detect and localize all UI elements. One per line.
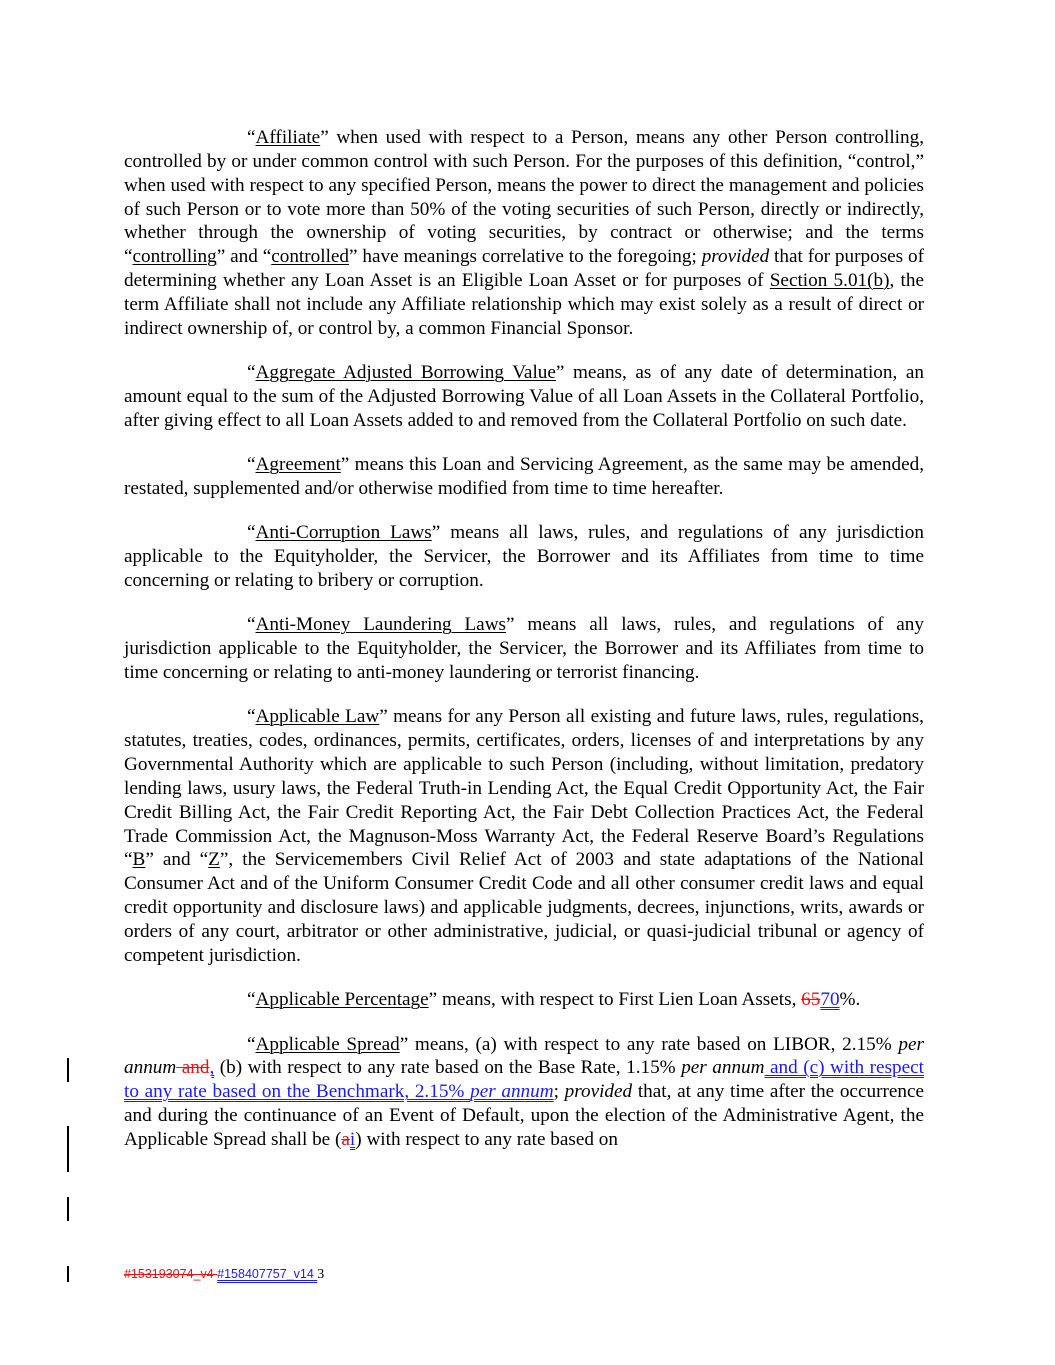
underlined-term: B (132, 849, 146, 871)
change-bar (67, 1126, 69, 1172)
document-page (124, 126, 924, 1172)
tracked-insertion: 70 (820, 989, 840, 1011)
defined-term: Applicable Percentage (255, 989, 429, 1011)
inserted-doc-id: #158407757_v14 (217, 1267, 318, 1281)
defined-term: Anti-Corruption Laws (255, 522, 432, 544)
page-footer (124, 1266, 324, 1283)
definition-text: ”, the Servicemembers Civil Relief Act of 2003 and state adaptations of the National Consumer Act and of the Uniform Consumer Credit Code and all other consumer credit laws and equal credit opportunity and disclosure laws) and applicable judgments, decrees, injunctions, writs, awards or orders of any court, arbitrator or other administrative, judicial, or quasi-judicial tribunal or agency of competent jurisdiction. (124, 849, 924, 966)
tracked-insertion: and (c) with respect to any rate based on the Benchmark, 2.15% (124, 1057, 924, 1103)
defined-term: Applicable Spread (255, 1033, 400, 1055)
section-reference: Section 5.01(b) (769, 270, 890, 292)
defined-term: Applicable Law (255, 706, 380, 728)
definition-text: ” means all laws, rules, and regulations of any jurisdiction applicable to the Equityholder, the Servicer, the Borrower and its Affiliates from time to time concerning or relating to anti-money laundering or terrorist financing. (124, 614, 924, 684)
underlined-term: controlled (271, 246, 350, 268)
definition-text: ” means all laws, rules, and regulations of any jurisdiction applicable to the Equityholder, the Servicer, the Borrower and its Affiliates from time to time concerning or relating to bribery or corruption. (124, 522, 924, 591)
open-quote: “ (247, 127, 256, 148)
definition-text: (b) with respect to any rate based on the Base Rate, 1.15% (214, 1057, 682, 1079)
underlined-term: controlling (132, 246, 217, 268)
definition-text: ; (553, 1081, 565, 1103)
tracked-insertion-italic: per annum (470, 1081, 554, 1103)
definition-anti-money-laundering-laws (124, 613, 924, 685)
definition-applicable-percentage (124, 988, 924, 1012)
definition-text: that for purposes of determining whether any Loan Asset is an Eligible Loan Asset or for purposes of (124, 246, 925, 292)
tracked-deletion: and (176, 1057, 210, 1079)
underlined-term: Z (208, 849, 220, 871)
definition-text: ) with respect to any rate based on (355, 1128, 618, 1150)
change-bar (67, 1058, 69, 1082)
italic-text: provided (701, 246, 770, 268)
tracked-insertion: i (349, 1128, 356, 1150)
definition-aggregate-adjusted-borrowing-value (124, 361, 924, 433)
deleted-doc-id: #153193074_v4 (124, 1267, 218, 1281)
definition-text: ” means for any Person all existing and future laws, rules, regulations, statutes, treaties, codes, ordinances, permits, certificates, orders, licenses of and interpretations by any Governmental Authority which are applicable to such Person (including, without limitation, predatory lending laws, usury laws, the Federal Truth-in Lending Act, the Equal Credit Opportunity Act, the Fair Credit Billing Act, the Fair Credit Reporting Act, the Fair Debt Collection Practices Act, the Federal Trade Commission Act, the Magnuson-Moss Warranty Act, the Federal Reserve Board’s Regulations “ (124, 706, 924, 871)
definition-text: that, at any time after the occurrence and during the continuance of an Event of Default, upon the election of the Administrative Agent, the Applicable Spread shall be ( (124, 1081, 924, 1150)
tracked-deletion: a (341, 1128, 350, 1150)
definition-text: ” means this Loan and Servicing Agreement, as the same may be amended, restated, supplemented and/or otherwise modified from time to time hereafter. (124, 454, 924, 499)
open-quote: “ (247, 614, 256, 636)
italic-text: per annum (124, 1033, 924, 1079)
open-quote: “ (247, 706, 256, 728)
page-number: 3 (317, 1267, 325, 1282)
definition-affiliate (124, 126, 924, 341)
open-quote: “ (247, 989, 256, 1011)
definition-text: , the term Affiliate shall not include any Affiliate relationship which may exist solely as a result of direct or indirect ownership of, or control by, a common Financial Sponsor. (124, 270, 924, 339)
tracked-deletion: 65 (801, 989, 821, 1011)
definition-agreement (124, 453, 924, 501)
definition-applicable-law (124, 705, 924, 967)
definition-text: ” and “ (145, 849, 209, 871)
open-quote: “ (247, 362, 256, 384)
change-bar (67, 1197, 69, 1221)
open-quote: “ (247, 522, 256, 544)
italic-text: provided (564, 1081, 633, 1103)
definition-text: %. (839, 989, 861, 1011)
definition-applicable-spread (124, 1033, 924, 1152)
defined-term: Agreement (255, 454, 341, 476)
definition-text: ” when used with respect to a Person, means any other Person controlling, controlled by or under common control with such Person. For the purposes of this definition, “control,” when used with respect to any specified Person, means the power to direct the management and policies of such Person or to vote more than 50% of the voting securities of such Person, directly or indirectly, whether through the ownership of voting securities, by contract or otherwise; and the terms “ (124, 127, 924, 268)
change-bar (67, 1266, 69, 1282)
definition-text: ” have meanings correlative to the foregoing; (349, 246, 702, 268)
defined-term: Affiliate (255, 127, 321, 148)
open-quote: “ (247, 454, 256, 476)
definition-text: ” means, as of any date of determination, an amount equal to the sum of the Adjusted Borrowing Value of all Loan Assets in the Collateral Portfolio, after giving effect to all Loan Assets added to and removed from the Collateral Portfolio on such date. (124, 362, 924, 431)
definition-text: ” means, with respect to First Lien Loan Assets, (428, 989, 802, 1011)
definition-text: ” and “ (216, 246, 272, 268)
italic-text: per annum (681, 1057, 765, 1079)
open-quote: “ (247, 1033, 256, 1055)
definition-text: ” means, (a) with respect to any rate based on LIBOR, 2.15% (399, 1033, 899, 1055)
defined-term: Aggregate Adjusted Borrowing Value (255, 362, 556, 384)
tracked-insertion: , (209, 1057, 215, 1079)
defined-term: Anti-Money Laundering Laws (255, 614, 507, 636)
definition-anti-corruption-laws (124, 521, 924, 593)
